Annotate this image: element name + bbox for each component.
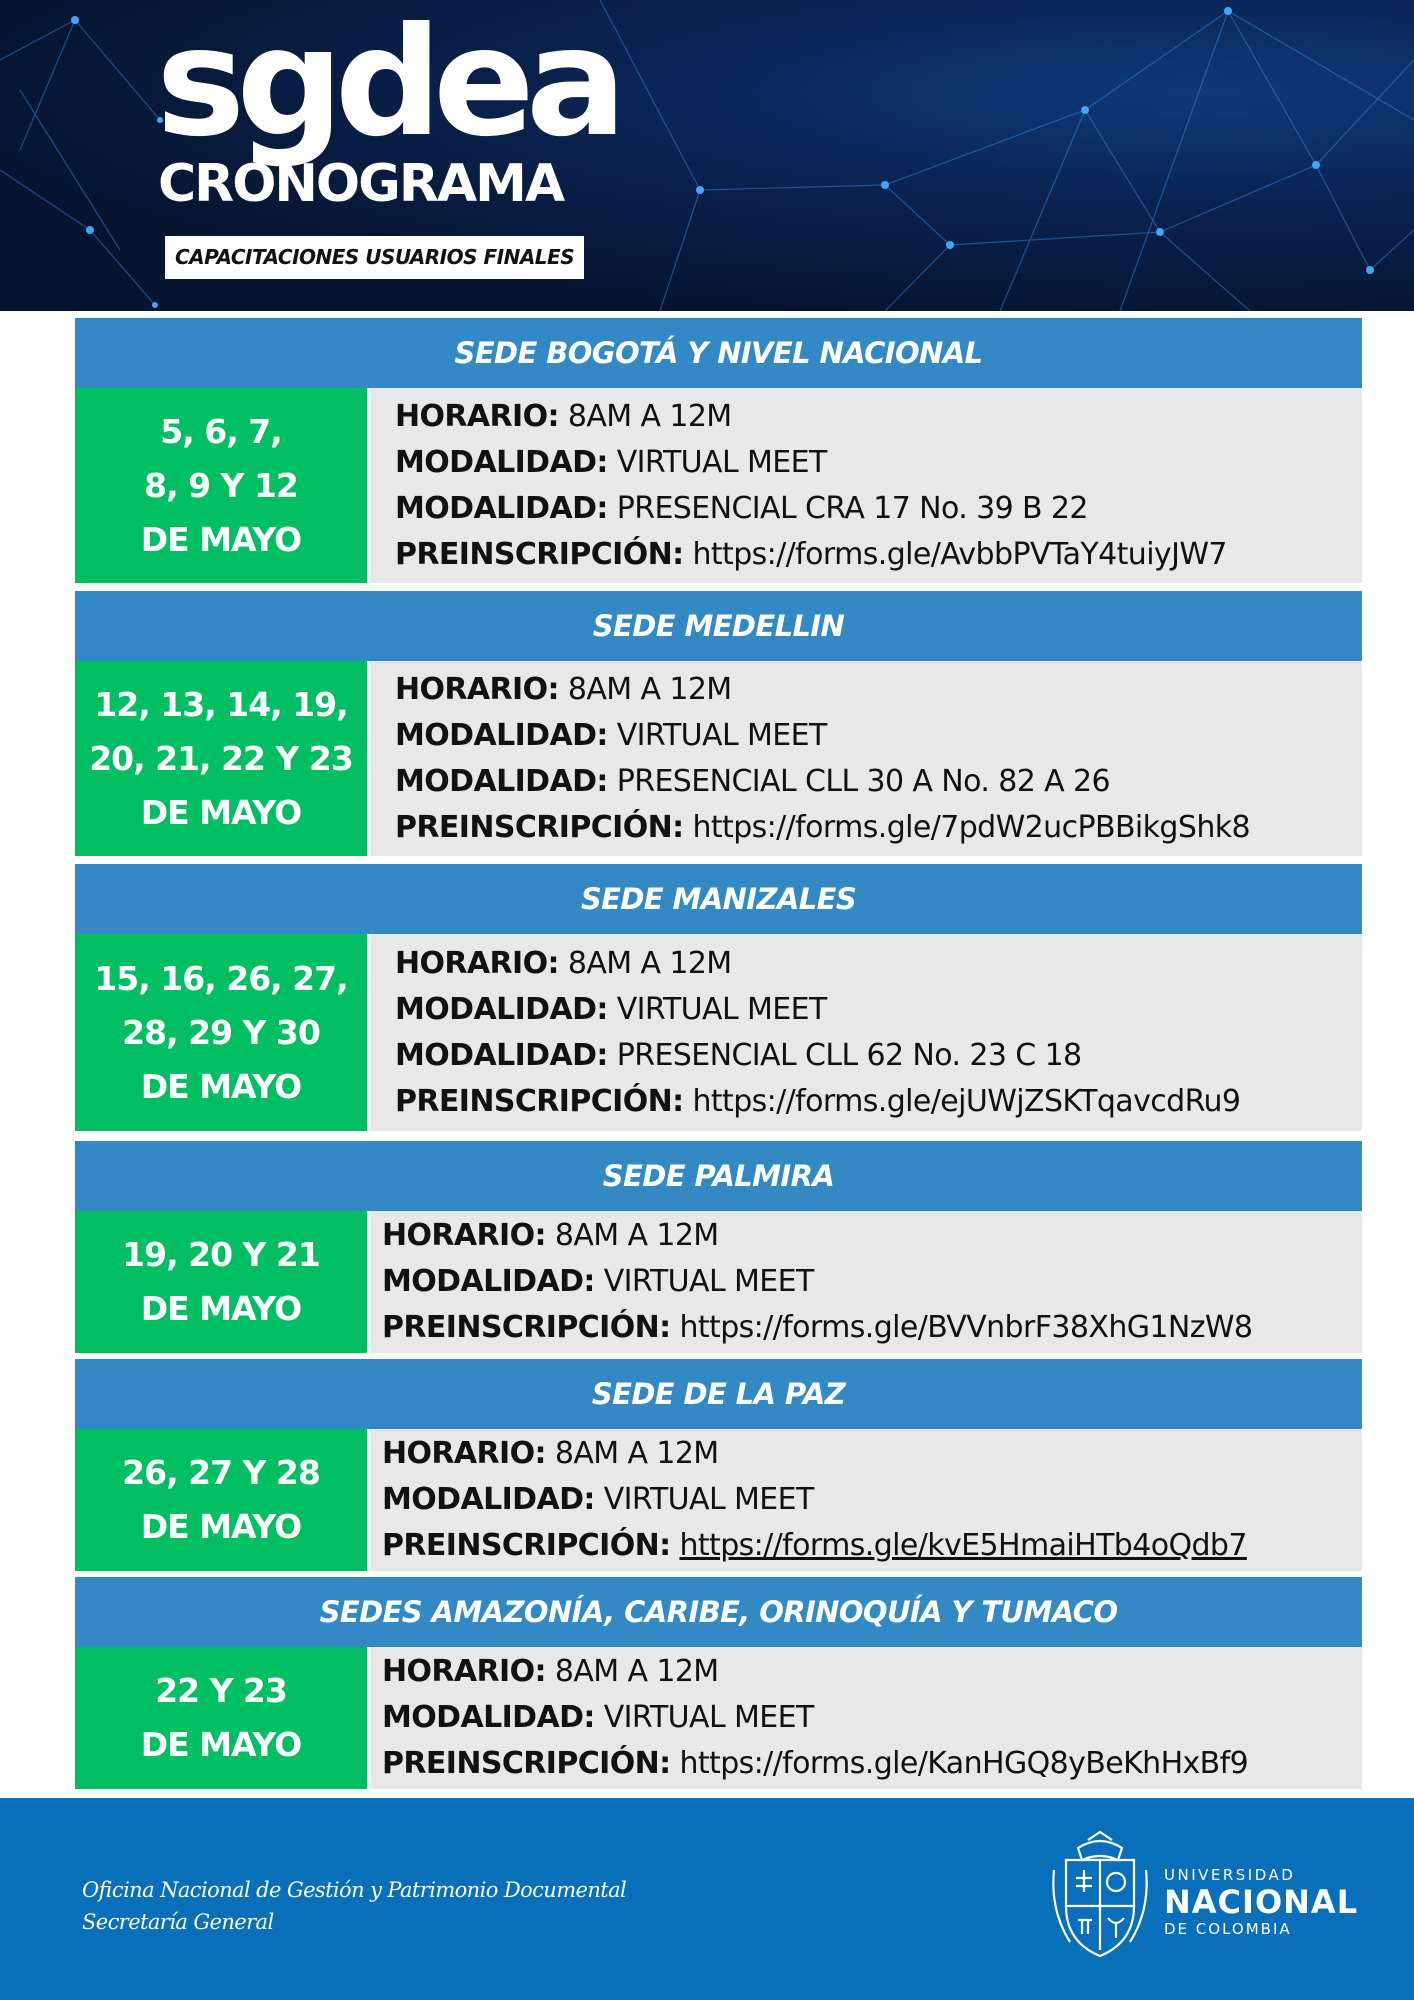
dates-cell — [75, 934, 367, 1131]
date-line: 26, 27 Y 28 — [122, 1453, 320, 1492]
modalidad-label: MODALIDAD: — [382, 1264, 595, 1299]
dates-cell — [75, 1429, 367, 1571]
dates-cell — [75, 388, 367, 583]
modalidad-value: PRESENCIAL CLL 30 A No. 82 A 26 — [616, 763, 1110, 799]
preinscripcion-link[interactable]: https://forms.gle/ejUWjZSKTqavcdRu9 — [692, 1083, 1241, 1119]
modalidad-virtual-row — [382, 1477, 1362, 1523]
sgdea-logo: sgdea — [156, 0, 618, 170]
horario-label: HORARIO: — [382, 1436, 546, 1471]
sede-block-bogota — [75, 318, 1362, 583]
dates-cell — [75, 661, 367, 856]
preinscripcion-row — [382, 1741, 1362, 1787]
modalidad-presencial-row — [395, 486, 1362, 532]
footer-office-text — [82, 1874, 626, 1938]
sede-block-manizales — [75, 864, 1362, 1131]
horario-label: HORARIO: — [395, 398, 559, 434]
date-line: DE MAYO — [140, 1507, 302, 1546]
modalidad-label: MODALIDAD: — [395, 991, 608, 1027]
modalidad-label: MODALIDAD: — [395, 763, 608, 799]
modalidad-label: MODALIDAD: — [395, 1037, 608, 1073]
sede-block-la-paz — [75, 1359, 1362, 1571]
date-line: 15, 16, 26, 27, — [94, 958, 348, 998]
preinscripcion-label: PREINSCRIPCIÓN: — [395, 809, 684, 845]
modalidad-presencial-row — [395, 759, 1362, 805]
modalidad-value: PRESENCIAL CLL 62 No. 23 C 18 — [616, 1037, 1082, 1073]
horario-value: 8AM A 12M — [554, 1654, 719, 1689]
modalidad-value: PRESENCIAL CRA 17 No. 39 B 22 — [616, 490, 1088, 526]
department-name: Secretaría General — [82, 1910, 274, 1934]
modalidad-virtual-row — [382, 1259, 1362, 1305]
date-line: 22 Y 23 — [155, 1671, 287, 1710]
modalidad-virtual-row — [382, 1695, 1362, 1741]
modalidad-label: MODALIDAD: — [395, 444, 608, 480]
preinscripcion-link[interactable]: https://forms.gle/7pdW2ucPBBikgShk8 — [692, 809, 1250, 845]
date-line: DE MAYO — [140, 1066, 302, 1106]
date-line: 28, 29 Y 30 — [122, 1012, 320, 1052]
modalidad-value: VIRTUAL MEET — [616, 444, 827, 480]
horario-row — [382, 1213, 1362, 1259]
horario-row — [382, 1431, 1362, 1477]
modalidad-value: VIRTUAL MEET — [616, 991, 827, 1027]
date-line: DE MAYO — [140, 1725, 302, 1764]
horario-value: 8AM A 12M — [554, 1218, 719, 1253]
horario-label: HORARIO: — [395, 945, 559, 981]
horario-label: HORARIO: — [382, 1654, 546, 1689]
preinscripcion-label: PREINSCRIPCIÓN: — [395, 1083, 684, 1119]
info-cell — [370, 934, 1362, 1131]
modalidad-label: MODALIDAD: — [395, 717, 608, 753]
preinscripcion-row — [395, 532, 1362, 578]
modalidad-presencial-row — [395, 1033, 1362, 1079]
page-title: CRONOGRAMA — [158, 154, 564, 214]
sede-block-medellin — [75, 591, 1362, 856]
sede-block-palmira — [75, 1141, 1362, 1353]
modalidad-value: VIRTUAL MEET — [603, 1264, 814, 1299]
preinscripcion-link[interactable]: https://forms.gle/KanHGQ8yBeKhHxBf9 — [679, 1746, 1249, 1781]
modalidad-virtual-row — [395, 440, 1362, 486]
info-cell — [370, 388, 1362, 583]
sede-title: SEDE DE LA PAZ — [75, 1359, 1362, 1429]
horario-value: 8AM A 12M — [567, 671, 732, 707]
sede-title: SEDE PALMIRA — [75, 1141, 1362, 1211]
modalidad-value: VIRTUAL MEET — [603, 1482, 814, 1517]
modalidad-value: VIRTUAL MEET — [616, 717, 827, 753]
university-wordmark — [1164, 1866, 1358, 1938]
date-line: 12, 13, 14, 19, — [94, 684, 348, 724]
sede-title: SEDES AMAZONÍA, CARIBE, ORINOQUÍA Y TUMACO — [75, 1577, 1362, 1647]
info-cell — [370, 1429, 1362, 1571]
preinscripcion-label: PREINSCRIPCIÓN: — [382, 1528, 671, 1563]
university-line-1: UNIVERSIDAD — [1164, 1866, 1296, 1884]
horario-row — [382, 1649, 1362, 1695]
info-cell — [370, 1211, 1362, 1353]
modalidad-label: MODALIDAD: — [382, 1482, 595, 1517]
horario-row — [395, 394, 1362, 440]
university-line-2: NACIONAL — [1164, 1883, 1359, 1921]
date-line: 5, 6, 7, — [160, 411, 282, 451]
modalidad-virtual-row — [395, 713, 1362, 759]
footer — [0, 1798, 1414, 2000]
preinscripcion-link[interactable]: https://forms.gle/kvE5HmaiHTb4oQdb7 — [679, 1528, 1247, 1563]
preinscripcion-label: PREINSCRIPCIÓN: — [382, 1310, 671, 1345]
date-line: DE MAYO — [140, 792, 302, 832]
modalidad-label: MODALIDAD: — [395, 490, 608, 526]
preinscripcion-label: PREINSCRIPCIÓN: — [382, 1746, 671, 1781]
university-line-3: DE COLOMBIA — [1164, 1920, 1292, 1938]
horario-value: 8AM A 12M — [554, 1436, 719, 1471]
date-line: 8, 9 Y 12 — [144, 465, 298, 505]
modalidad-virtual-row — [395, 987, 1362, 1033]
date-line: 19, 20 Y 21 — [122, 1235, 320, 1274]
horario-value: 8AM A 12M — [567, 398, 732, 434]
horario-value: 8AM A 12M — [567, 945, 732, 981]
modalidad-label: MODALIDAD: — [382, 1700, 595, 1735]
sede-title: SEDE MANIZALES — [75, 864, 1362, 934]
preinscripcion-row — [395, 805, 1362, 851]
office-name: Oficina Nacional de Gestión y Patrimonio Documental — [82, 1878, 627, 1902]
horario-label: HORARIO: — [382, 1218, 546, 1253]
date-line: DE MAYO — [140, 519, 302, 559]
university-seal-icon — [1048, 1830, 1152, 1962]
tagline-badge: CAPACITACIONES USUARIOS FINALES — [165, 236, 584, 279]
preinscripcion-row — [382, 1523, 1362, 1569]
date-line: 20, 21, 22 Y 23 — [89, 738, 353, 778]
info-cell — [370, 1647, 1362, 1789]
sede-block-amazonia-caribe-orinoquia-tumaco — [75, 1577, 1362, 1789]
modalidad-value: VIRTUAL MEET — [603, 1700, 814, 1735]
dates-cell — [75, 1647, 367, 1789]
dates-cell — [75, 1211, 367, 1353]
preinscripcion-label: PREINSCRIPCIÓN: — [395, 536, 684, 572]
preinscripcion-link[interactable]: https://forms.gle/BVVnbrF38XhG1NzW8 — [679, 1310, 1253, 1345]
horario-row — [395, 941, 1362, 987]
sede-title: SEDE MEDELLIN — [75, 591, 1362, 661]
preinscripcion-link[interactable]: https://forms.gle/AvbbPVTaY4tuiyJW7 — [692, 536, 1227, 572]
preinscripcion-row — [395, 1079, 1362, 1125]
info-cell — [370, 661, 1362, 856]
horario-label: HORARIO: — [395, 671, 559, 707]
header-banner — [0, 0, 1414, 311]
sede-title: SEDE BOGOTÁ Y NIVEL NACIONAL — [75, 318, 1362, 388]
date-line: DE MAYO — [140, 1289, 302, 1328]
preinscripcion-row — [382, 1305, 1362, 1351]
horario-row — [395, 667, 1362, 713]
